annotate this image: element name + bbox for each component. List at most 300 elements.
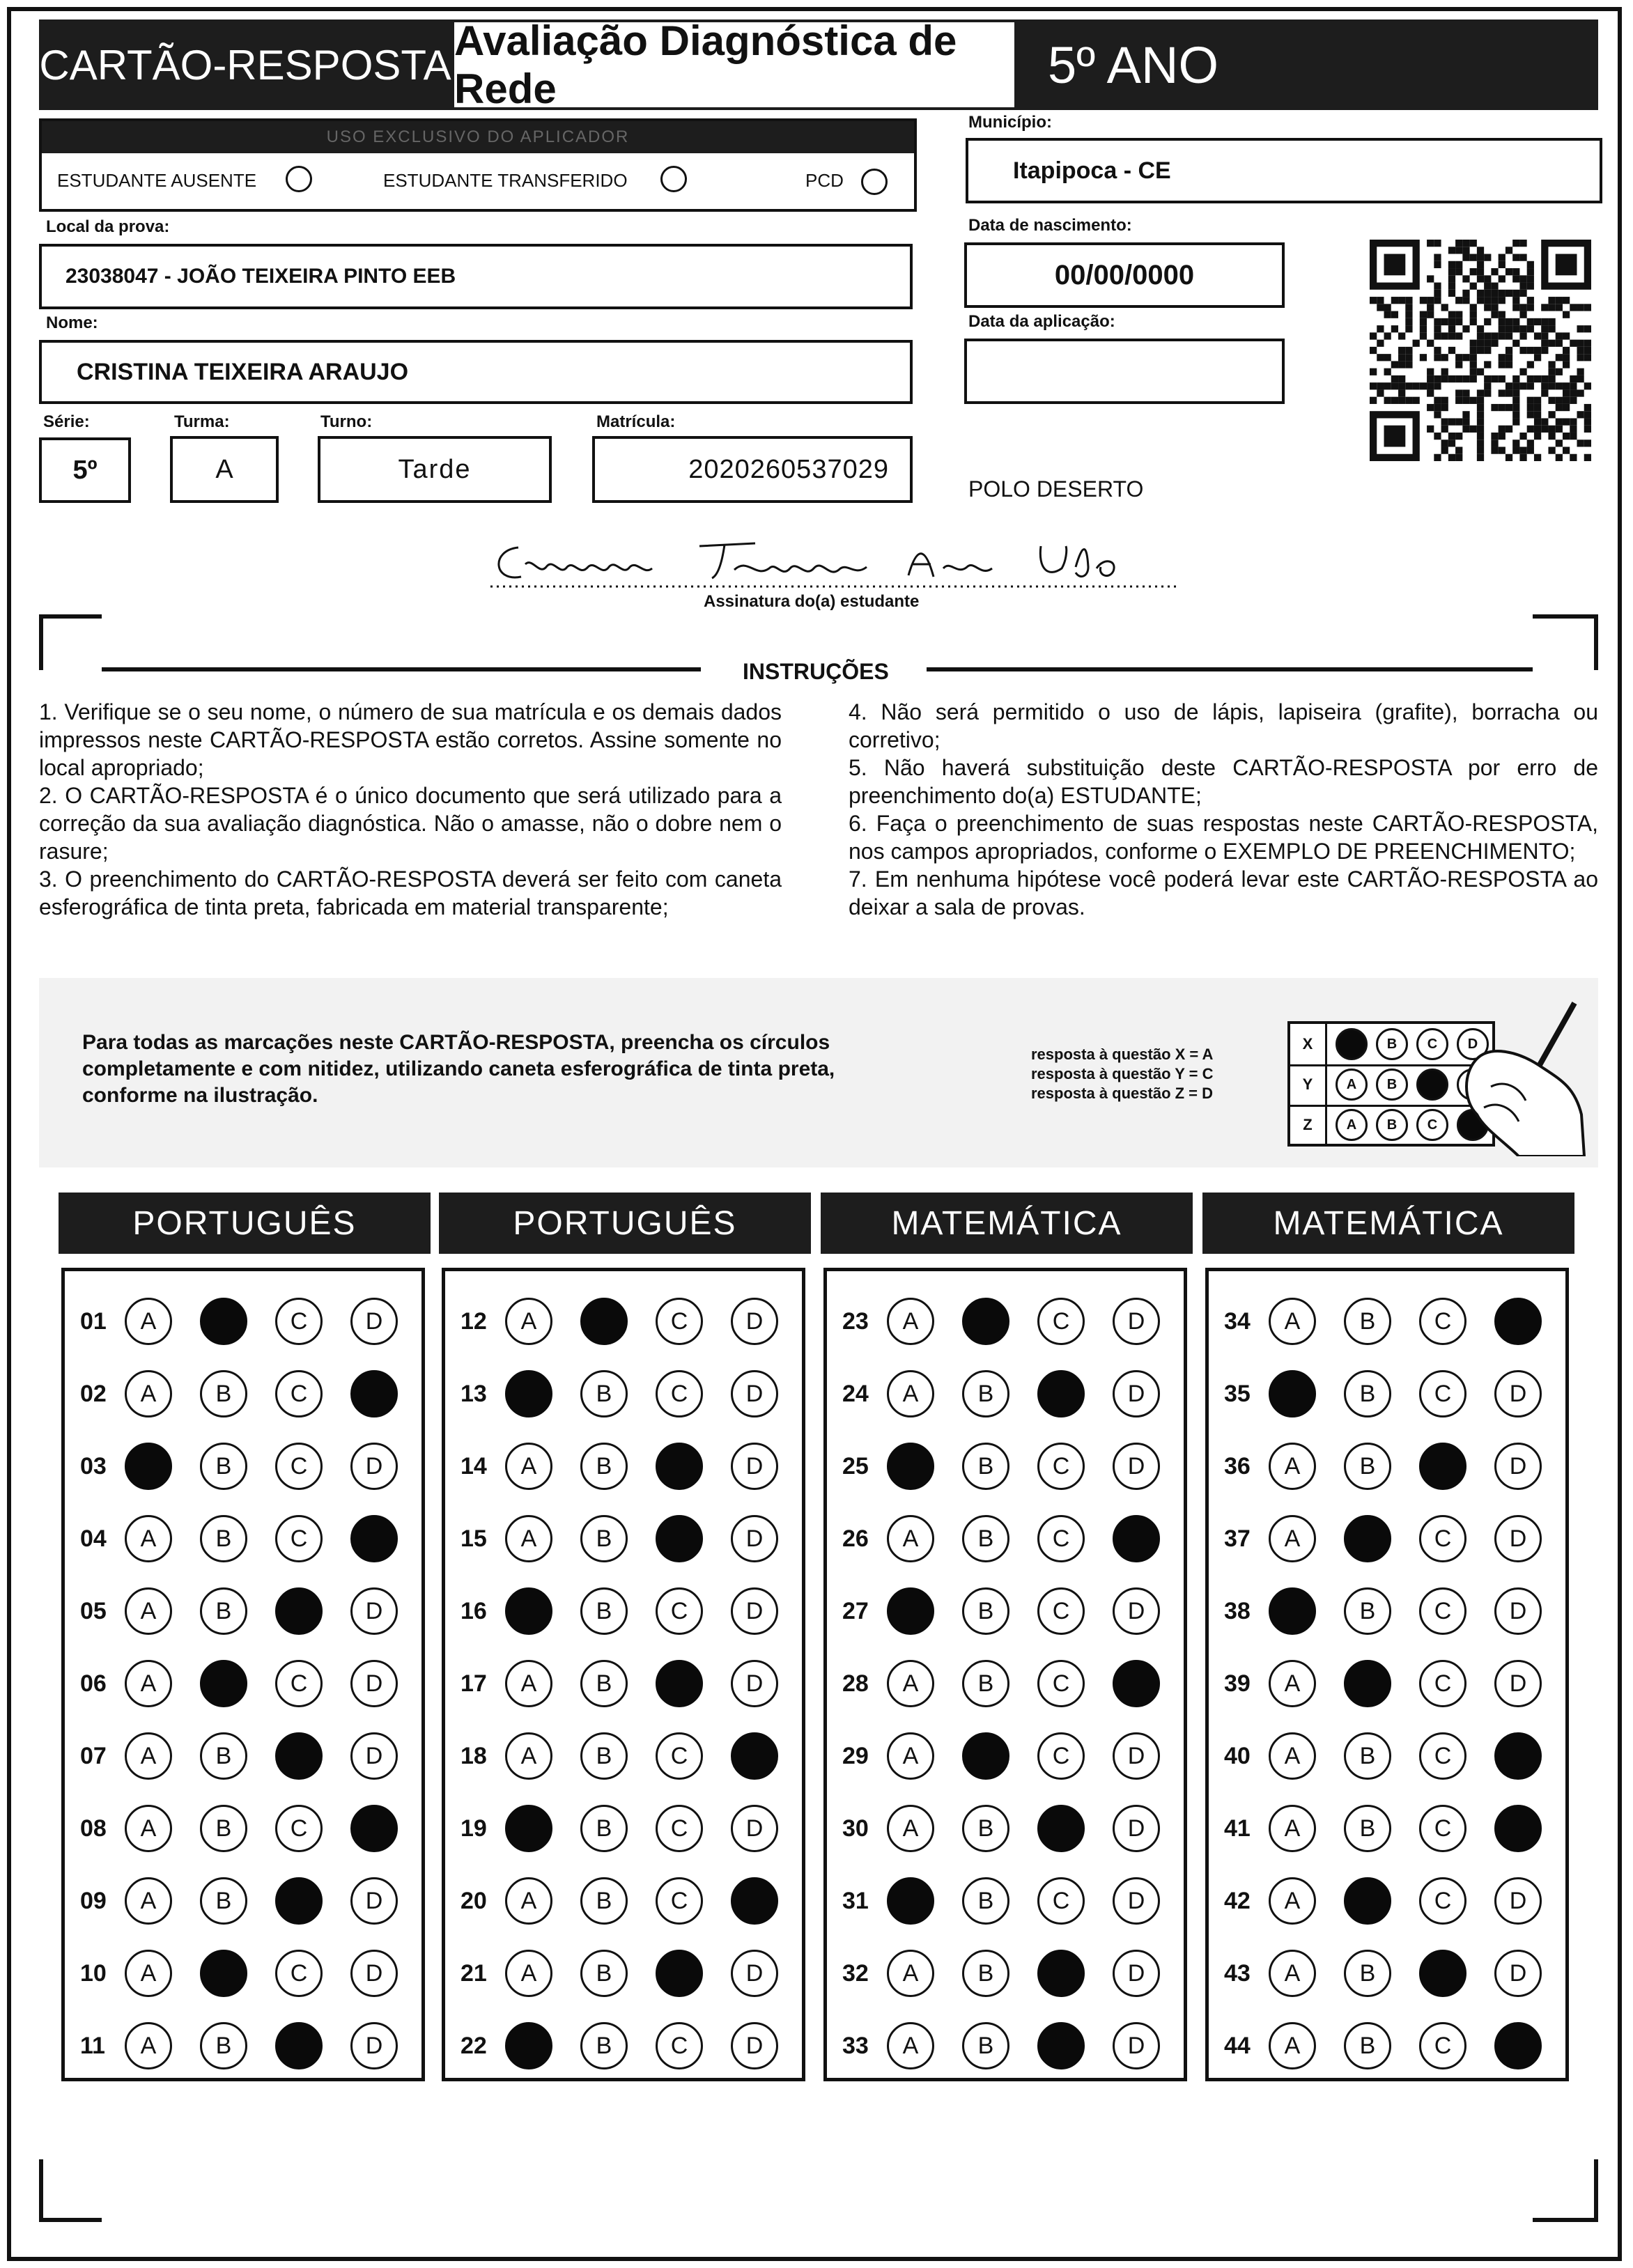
question-number: 20 <box>461 1887 487 1914</box>
answer-bubble-a[interactable]: A <box>887 2022 934 2069</box>
answer-bubble-c[interactable]: C <box>656 1732 703 1780</box>
answer-bubble-d[interactable] <box>731 1877 778 1925</box>
answer-bubble-a[interactable]: A <box>887 1660 934 1707</box>
answer-bubble-a[interactable]: A <box>887 1950 934 1997</box>
answer-bubble-b[interactable]: B <box>580 1805 628 1852</box>
answer-bubble-d[interactable]: D <box>1494 1877 1542 1925</box>
answer-bubble-d[interactable] <box>1494 1732 1542 1780</box>
answer-bubble-d[interactable]: D <box>731 1298 778 1345</box>
municipio-field <box>966 138 1602 203</box>
answer-bubble-c[interactable]: C <box>1419 1877 1466 1925</box>
answer-bubble-d[interactable]: D <box>1113 1587 1160 1635</box>
answer-bubble-c[interactable]: C <box>1037 1877 1085 1925</box>
answer-bubble-c[interactable]: C <box>1419 1298 1466 1345</box>
answer-bubble-d[interactable] <box>1113 1515 1160 1562</box>
nascimento-value: 00/00/0000 <box>1054 259 1195 290</box>
answer-bubble-c[interactable]: C <box>275 1950 323 1997</box>
question-number: 39 <box>1224 1670 1251 1697</box>
answer-bubble-c[interactable]: C <box>656 1298 703 1345</box>
matricula-value: 2020260537029 <box>688 454 889 484</box>
answer-panel <box>442 1268 805 2081</box>
answer-bubble-c[interactable] <box>1037 1950 1085 1997</box>
question-row <box>1224 1587 1542 1635</box>
answer-bubble-a[interactable]: A <box>1269 1515 1316 1562</box>
question-row <box>80 1950 398 1997</box>
answer-bubble-b[interactable]: B <box>580 1443 628 1490</box>
question-number: 18 <box>461 1742 487 1769</box>
question-row <box>80 1370 398 1418</box>
question-number: 09 <box>80 1887 107 1914</box>
question-row <box>842 1660 1160 1707</box>
answer-bubble-a[interactable]: A <box>125 1877 172 1925</box>
grade-title <box>1017 20 1598 110</box>
local-field <box>39 244 913 309</box>
answer-bubble-b[interactable]: B <box>962 1950 1009 1997</box>
answer-bubble-a[interactable]: A <box>887 1732 934 1780</box>
answer-bubble-b[interactable]: B <box>200 1443 247 1490</box>
answer-bubble-c[interactable]: C <box>1419 2022 1466 2069</box>
question-number: 27 <box>842 1597 869 1624</box>
answer-bubble-d[interactable]: D <box>350 1950 398 1997</box>
question-number: 13 <box>461 1380 487 1407</box>
answer-bubble-b[interactable]: B <box>580 1660 628 1707</box>
answer-bubble-b[interactable]: B <box>200 1587 247 1635</box>
answer-bubble-c[interactable]: C <box>656 1877 703 1925</box>
answer-bubble-a[interactable] <box>505 1805 552 1852</box>
question-row <box>1224 1732 1542 1780</box>
example-line-y: resposta à questão Y = C <box>1031 1065 1214 1082</box>
answer-bubble-c[interactable]: C <box>1037 1587 1085 1635</box>
instruction-7: 7. Em nenhuma hipótese você poderá levar este CARTÃO-RESPOSTA ao deixar a sala de provas. <box>849 867 1598 919</box>
answer-bubble-a[interactable]: A <box>125 1732 172 1780</box>
question-row <box>1224 2022 1542 2069</box>
answer-bubble-d[interactable] <box>350 1805 398 1852</box>
question-row <box>842 1805 1160 1852</box>
question-number: 43 <box>1224 1959 1251 1987</box>
corner-bracket-top-left <box>39 614 102 670</box>
answer-bubble-b[interactable]: B <box>580 1950 628 1997</box>
example-bubble: B <box>1376 1109 1408 1141</box>
answer-bubble-a[interactable]: A <box>887 1805 934 1852</box>
answer-bubble-d[interactable] <box>731 1732 778 1780</box>
answer-bubble-c[interactable] <box>656 1950 703 1997</box>
question-number: 17 <box>461 1670 487 1697</box>
panel-title: MATEMÁTICA <box>1202 1193 1574 1254</box>
answer-bubble-a[interactable]: A <box>1269 1950 1316 1997</box>
question-number: 38 <box>1224 1597 1251 1624</box>
answer-bubble-c[interactable]: C <box>1419 1587 1466 1635</box>
question-number: 26 <box>842 1525 869 1552</box>
question-row <box>842 1298 1160 1345</box>
question-number: 01 <box>80 1307 107 1335</box>
answer-bubble-d[interactable]: D <box>1113 2022 1160 2069</box>
answer-bubble-c[interactable]: C <box>275 1298 323 1345</box>
question-number: 41 <box>1224 1815 1251 1842</box>
answer-bubble-a[interactable] <box>1269 1370 1316 1418</box>
answer-bubble-d[interactable]: D <box>731 1587 778 1635</box>
answer-bubble-a[interactable] <box>505 2022 552 2069</box>
answer-bubble-b[interactable]: B <box>962 1587 1009 1635</box>
answer-bubble-b[interactable]: B <box>580 1877 628 1925</box>
answer-bubble-d[interactable]: D <box>1113 1732 1160 1780</box>
answer-bubble-a[interactable]: A <box>125 2022 172 2069</box>
answer-bubble-b[interactable]: B <box>1344 1732 1391 1780</box>
example-question-label: Y <box>1290 1064 1327 1105</box>
example-question-label: X <box>1290 1024 1327 1064</box>
panel-title: PORTUGUÊS <box>439 1193 811 1254</box>
answer-bubble-c[interactable]: C <box>275 1443 323 1490</box>
answer-bubble-d[interactable]: D <box>1494 1660 1542 1707</box>
answer-bubble-a[interactable]: A <box>505 1515 552 1562</box>
answer-bubble-b[interactable] <box>1344 1877 1391 1925</box>
municipio-label: Município: <box>968 113 1052 132</box>
answer-bubble-a[interactable] <box>887 1443 934 1490</box>
local-value: 23038047 - JOÃO TEIXEIRA PINTO EEB <box>65 265 456 288</box>
answer-bubble-c[interactable]: C <box>275 1805 323 1852</box>
answer-bubble-d[interactable]: D <box>1113 1950 1160 1997</box>
answer-bubble-c[interactable] <box>275 1732 323 1780</box>
answer-bubble-b[interactable]: B <box>580 1370 628 1418</box>
answer-bubble-d[interactable]: D <box>731 2022 778 2069</box>
aplicacao-field <box>964 339 1285 404</box>
answer-bubble-b[interactable]: B <box>962 1805 1009 1852</box>
answer-bubble-a[interactable]: A <box>505 1660 552 1707</box>
pcd-bubble[interactable] <box>861 169 888 195</box>
question-row <box>461 1732 778 1780</box>
answer-bubble-a[interactable]: A <box>125 1298 172 1345</box>
question-row <box>80 2022 398 2069</box>
instructions-rule-right <box>927 667 1533 671</box>
answer-bubble-b[interactable]: B <box>580 2022 628 2069</box>
question-row <box>842 1950 1160 1997</box>
answer-bubble-c[interactable]: C <box>1419 1805 1466 1852</box>
answer-bubble-a[interactable]: A <box>125 1515 172 1562</box>
answer-bubble-d[interactable]: D <box>731 1443 778 1490</box>
answer-bubble-b[interactable]: B <box>1344 1587 1391 1635</box>
answer-bubble-c[interactable]: C <box>275 1660 323 1707</box>
answer-bubble-a[interactable]: A <box>887 1515 934 1562</box>
question-number: 14 <box>461 1452 487 1479</box>
answer-bubble-d[interactable]: D <box>350 2022 398 2069</box>
question-number: 33 <box>842 2032 869 2059</box>
answer-bubble-c[interactable] <box>1419 1443 1466 1490</box>
answer-bubble-c[interactable]: C <box>1037 1732 1085 1780</box>
answer-bubble-a[interactable] <box>505 1587 552 1635</box>
question-row <box>80 1805 398 1852</box>
instruction-5: 5. Não haverá substituição deste CARTÃO-RESPOSTA por erro de preenchimento do(a) ESTUDANTE; <box>849 755 1598 808</box>
instruction-2: 2. O CARTÃO-RESPOSTA é o único documento que será utilizado para a correção da sua avaliação diagnóstica. Não o amasse, não o dobre nem o rasure; <box>39 783 782 864</box>
answer-bubble-c[interactable] <box>1037 1370 1085 1418</box>
answer-bubble-d[interactable]: D <box>1113 1805 1160 1852</box>
answer-bubble-a[interactable]: A <box>505 1950 552 1997</box>
question-number: 10 <box>80 1959 107 1987</box>
answer-bubble-b[interactable] <box>1344 1660 1391 1707</box>
answer-bubble-c[interactable] <box>1037 1805 1085 1852</box>
answer-bubble-d[interactable] <box>1113 1660 1160 1707</box>
municipio-value: Itapipoca - CE <box>1013 157 1171 184</box>
answer-bubble-d[interactable]: D <box>1494 1950 1542 1997</box>
answer-bubble-a[interactable]: A <box>125 1805 172 1852</box>
question-number: 08 <box>80 1815 107 1842</box>
question-number: 25 <box>842 1452 869 1479</box>
question-number: 40 <box>1224 1742 1251 1769</box>
turma-value: A <box>215 454 233 484</box>
answer-bubble-d[interactable]: D <box>350 1443 398 1490</box>
answer-bubble-b[interactable]: B <box>1344 1805 1391 1852</box>
answer-bubble-c[interactable] <box>656 1443 703 1490</box>
instruction-1: 1. Verifique se o seu nome, o número de sua matrícula e os demais dados impressos neste CARTÃO-RESPOSTA estão corretos. Assine somente no local apropriado; <box>39 699 782 780</box>
answer-bubble-b[interactable]: B <box>200 1732 247 1780</box>
answer-bubble-a[interactable]: A <box>125 1950 172 1997</box>
answer-bubble-b[interactable]: B <box>962 1443 1009 1490</box>
answer-bubble-d[interactable]: D <box>350 1877 398 1925</box>
answer-bubble-a[interactable] <box>887 1877 934 1925</box>
answer-bubble-b[interactable]: B <box>1344 1443 1391 1490</box>
answer-bubble-a[interactable]: A <box>505 1877 552 1925</box>
answer-bubble-a[interactable]: A <box>505 1443 552 1490</box>
answer-bubble-b[interactable]: B <box>200 1515 247 1562</box>
instructions-rule-left <box>102 667 701 671</box>
question-row <box>80 1877 398 1925</box>
answer-bubble-b[interactable]: B <box>580 1587 628 1635</box>
question-row <box>842 1732 1160 1780</box>
question-number: 42 <box>1224 1887 1251 1914</box>
answer-bubble-c[interactable]: C <box>1037 1443 1085 1490</box>
ausente-bubble[interactable] <box>286 166 312 192</box>
question-row <box>842 2022 1160 2069</box>
answer-bubble-c[interactable]: C <box>1419 1660 1466 1707</box>
answer-bubble-d[interactable]: D <box>350 1660 398 1707</box>
answer-bubble-d[interactable]: D <box>731 1805 778 1852</box>
answer-bubble-c[interactable]: C <box>656 1805 703 1852</box>
instructions-title: INSTRUÇÕES <box>743 659 889 684</box>
question-number: 03 <box>80 1452 107 1479</box>
question-row <box>842 1587 1160 1635</box>
answer-bubble-d[interactable]: D <box>1113 1877 1160 1925</box>
question-row <box>461 1660 778 1707</box>
panel-title: MATEMÁTICA <box>821 1193 1193 1254</box>
answer-bubble-d[interactable]: D <box>1494 1587 1542 1635</box>
question-row <box>461 1587 778 1635</box>
turno-value: Tarde <box>398 454 472 484</box>
example-bubble <box>1336 1028 1368 1060</box>
answer-bubble-d[interactable]: D <box>1113 1298 1160 1345</box>
answer-bubble-b[interactable]: B <box>962 1515 1009 1562</box>
nome-value: CRISTINA TEIXEIRA ARAUJO <box>77 358 409 385</box>
answer-bubble-b[interactable]: B <box>962 2022 1009 2069</box>
answer-bubble-a[interactable]: A <box>1269 1732 1316 1780</box>
serie-value: 5º <box>72 455 98 485</box>
answer-bubble-c[interactable] <box>275 1877 323 1925</box>
example-bubble: C <box>1416 1109 1448 1141</box>
matricula-field <box>592 436 913 503</box>
answer-bubble-c[interactable]: C <box>1037 1660 1085 1707</box>
question-number: 16 <box>461 1597 487 1624</box>
answer-bubble-a[interactable]: A <box>505 1732 552 1780</box>
answer-bubble-d[interactable]: D <box>731 1950 778 1997</box>
example-bubble: B <box>1376 1069 1408 1101</box>
answer-bubble-d[interactable] <box>1494 1298 1542 1345</box>
instructions-left <box>39 698 782 921</box>
answer-bubble-c[interactable] <box>275 2022 323 2069</box>
answer-bubble-b[interactable] <box>962 1732 1009 1780</box>
answer-bubble-c[interactable] <box>656 1660 703 1707</box>
question-number: 07 <box>80 1742 107 1769</box>
turma-label: Turma: <box>174 412 230 431</box>
example-question-label: Z <box>1290 1105 1327 1145</box>
instruction-3: 3. O preenchimento do CARTÃO-RESPOSTA deverá ser feito com caneta esferográfica de tinta preta, fabricada em material transparente; <box>39 867 782 919</box>
nome-field <box>39 340 913 404</box>
example-text: Para todas as marcações neste CARTÃO-RESPOSTA, preencha os círculos completamente e com nitidez, utilizando caneta esferográfica de tinta preta, conforme na ilustração. <box>82 1031 835 1107</box>
question-row <box>1224 1805 1542 1852</box>
question-number: 12 <box>461 1307 487 1335</box>
answer-bubble-d[interactable]: D <box>731 1660 778 1707</box>
answer-bubble-a[interactable]: A <box>125 1660 172 1707</box>
answer-bubble-c[interactable]: C <box>1419 1732 1466 1780</box>
question-number: 36 <box>1224 1452 1251 1479</box>
answer-bubble-a[interactable]: A <box>1269 2022 1316 2069</box>
answer-bubble-a[interactable] <box>125 1443 172 1490</box>
answer-bubble-a[interactable]: A <box>125 1587 172 1635</box>
answer-bubble-b[interactable]: B <box>200 1805 247 1852</box>
answer-bubble-b[interactable]: B <box>200 1370 247 1418</box>
local-label: Local da prova: <box>46 217 170 236</box>
aplicador-title: USO EXCLUSIVO DO APLICADOR <box>42 121 914 153</box>
answer-bubble-b[interactable]: B <box>200 2022 247 2069</box>
example-legend <box>1031 1045 1268 1103</box>
answer-bubble-a[interactable] <box>1269 1587 1316 1635</box>
answer-bubble-c[interactable]: C <box>1037 1515 1085 1562</box>
question-number: 28 <box>842 1670 869 1697</box>
pcd-label: PCD <box>805 170 844 191</box>
answer-bubble-c[interactable] <box>656 1515 703 1562</box>
question-row <box>1224 1370 1542 1418</box>
answer-bubble-b[interactable]: B <box>1344 1370 1391 1418</box>
answer-bubble-b[interactable] <box>200 1298 247 1345</box>
answer-bubble-d[interactable]: D <box>350 1732 398 1780</box>
answer-bubble-d[interactable]: D <box>731 1370 778 1418</box>
answer-bubble-b[interactable]: B <box>962 1370 1009 1418</box>
answer-bubble-d[interactable]: D <box>350 1298 398 1345</box>
answer-bubble-a[interactable]: A <box>887 1298 934 1345</box>
answer-bubble-c[interactable] <box>1037 2022 1085 2069</box>
transferido-bubble[interactable] <box>660 166 687 192</box>
answer-bubble-b[interactable] <box>200 1950 247 1997</box>
question-number: 05 <box>80 1597 107 1624</box>
answer-bubble-c[interactable]: C <box>1419 1515 1466 1562</box>
answer-bubble-b[interactable]: B <box>962 1877 1009 1925</box>
question-row <box>461 2022 778 2069</box>
question-number: 19 <box>461 1815 487 1842</box>
answer-bubble-c[interactable]: C <box>275 1515 323 1562</box>
answer-bubble-d[interactable]: D <box>1113 1443 1160 1490</box>
answer-bubble-a[interactable]: A <box>1269 1877 1316 1925</box>
answer-bubble-b[interactable] <box>962 1298 1009 1345</box>
answer-bubble-d[interactable]: D <box>1494 1515 1542 1562</box>
answer-bubble-b[interactable] <box>580 1298 628 1345</box>
answer-bubble-c[interactable] <box>1419 1950 1466 1997</box>
answer-bubble-d[interactable]: D <box>1494 1443 1542 1490</box>
example-bubble: A <box>1336 1069 1368 1101</box>
question-number: 21 <box>461 1959 487 1987</box>
answer-panel <box>61 1268 425 2081</box>
answer-bubble-d[interactable]: D <box>1494 1370 1542 1418</box>
question-number: 44 <box>1224 2032 1251 2059</box>
question-row <box>1224 1515 1542 1562</box>
answer-bubble-d[interactable]: D <box>350 1587 398 1635</box>
question-row <box>80 1732 398 1780</box>
question-number: 22 <box>461 2032 487 2059</box>
question-row <box>461 1950 778 1997</box>
answer-bubble-d[interactable]: D <box>731 1515 778 1562</box>
question-number: 31 <box>842 1887 869 1914</box>
question-row <box>1224 1877 1542 1925</box>
answer-bubble-a[interactable]: A <box>505 1298 552 1345</box>
answer-bubble-b[interactable]: B <box>1344 1950 1391 1997</box>
answer-bubble-d[interactable] <box>1494 1805 1542 1852</box>
answer-bubble-b[interactable]: B <box>200 1877 247 1925</box>
question-row <box>80 1443 398 1490</box>
answer-bubble-b[interactable]: B <box>1344 1298 1391 1345</box>
question-row <box>842 1370 1160 1418</box>
question-row <box>80 1298 398 1345</box>
example-bubble: D <box>1457 1028 1489 1060</box>
panel-title: PORTUGUÊS <box>59 1193 431 1254</box>
ausente-label: ESTUDANTE AUSENTE <box>57 170 257 191</box>
answer-bubble-d[interactable]: D <box>1113 1370 1160 1418</box>
answer-bubble-a[interactable]: A <box>887 1370 934 1418</box>
question-row <box>1224 1298 1542 1345</box>
answer-bubble-a[interactable] <box>505 1370 552 1418</box>
answer-bubble-a[interactable]: A <box>1269 1805 1316 1852</box>
answer-bubble-c[interactable]: C <box>1037 1298 1085 1345</box>
answer-bubble-b[interactable] <box>200 1660 247 1707</box>
question-number: 24 <box>842 1380 869 1407</box>
answer-bubble-a[interactable] <box>887 1587 934 1635</box>
answer-bubble-a[interactable]: A <box>125 1370 172 1418</box>
answer-bubble-c[interactable] <box>275 1587 323 1635</box>
question-row <box>461 1515 778 1562</box>
answer-bubble-b[interactable]: B <box>1344 2022 1391 2069</box>
signature-label: Assinatura do(a) estudante <box>704 592 920 611</box>
transferido-label: ESTUDANTE TRANSFERIDO <box>383 170 628 191</box>
answer-bubble-b[interactable]: B <box>580 1515 628 1562</box>
question-row <box>1224 1950 1542 1997</box>
answer-bubble-a[interactable]: A <box>1269 1660 1316 1707</box>
answer-bubble-c[interactable]: C <box>656 1587 703 1635</box>
answer-bubble-d[interactable] <box>350 1515 398 1562</box>
answer-bubble-d[interactable] <box>350 1370 398 1418</box>
nascimento-field <box>964 242 1285 308</box>
answer-bubble-c[interactable]: C <box>275 1370 323 1418</box>
question-row <box>1224 1660 1542 1707</box>
corner-bracket-bottom-right <box>1533 2159 1598 2222</box>
answer-bubble-a[interactable]: A <box>1269 1443 1316 1490</box>
answer-bubble-c[interactable]: C <box>656 2022 703 2069</box>
answer-bubble-a[interactable]: A <box>1269 1298 1316 1345</box>
question-number: 29 <box>842 1742 869 1769</box>
answer-bubble-c[interactable]: C <box>656 1370 703 1418</box>
answer-bubble-c[interactable]: C <box>1419 1370 1466 1418</box>
aplicacao-label: Data da aplicação: <box>968 312 1115 331</box>
answer-bubble-b[interactable]: B <box>962 1660 1009 1707</box>
nascimento-label: Data de nascimento: <box>968 216 1132 235</box>
answer-bubble-b[interactable] <box>1344 1515 1391 1562</box>
instruction-4: 4. Não será permitido o uso de lápis, lapiseira (grafite), borracha ou corretivo; <box>849 699 1598 752</box>
answer-bubble-b[interactable]: B <box>580 1732 628 1780</box>
question-row <box>461 1805 778 1852</box>
answer-bubble-d[interactable] <box>1494 2022 1542 2069</box>
